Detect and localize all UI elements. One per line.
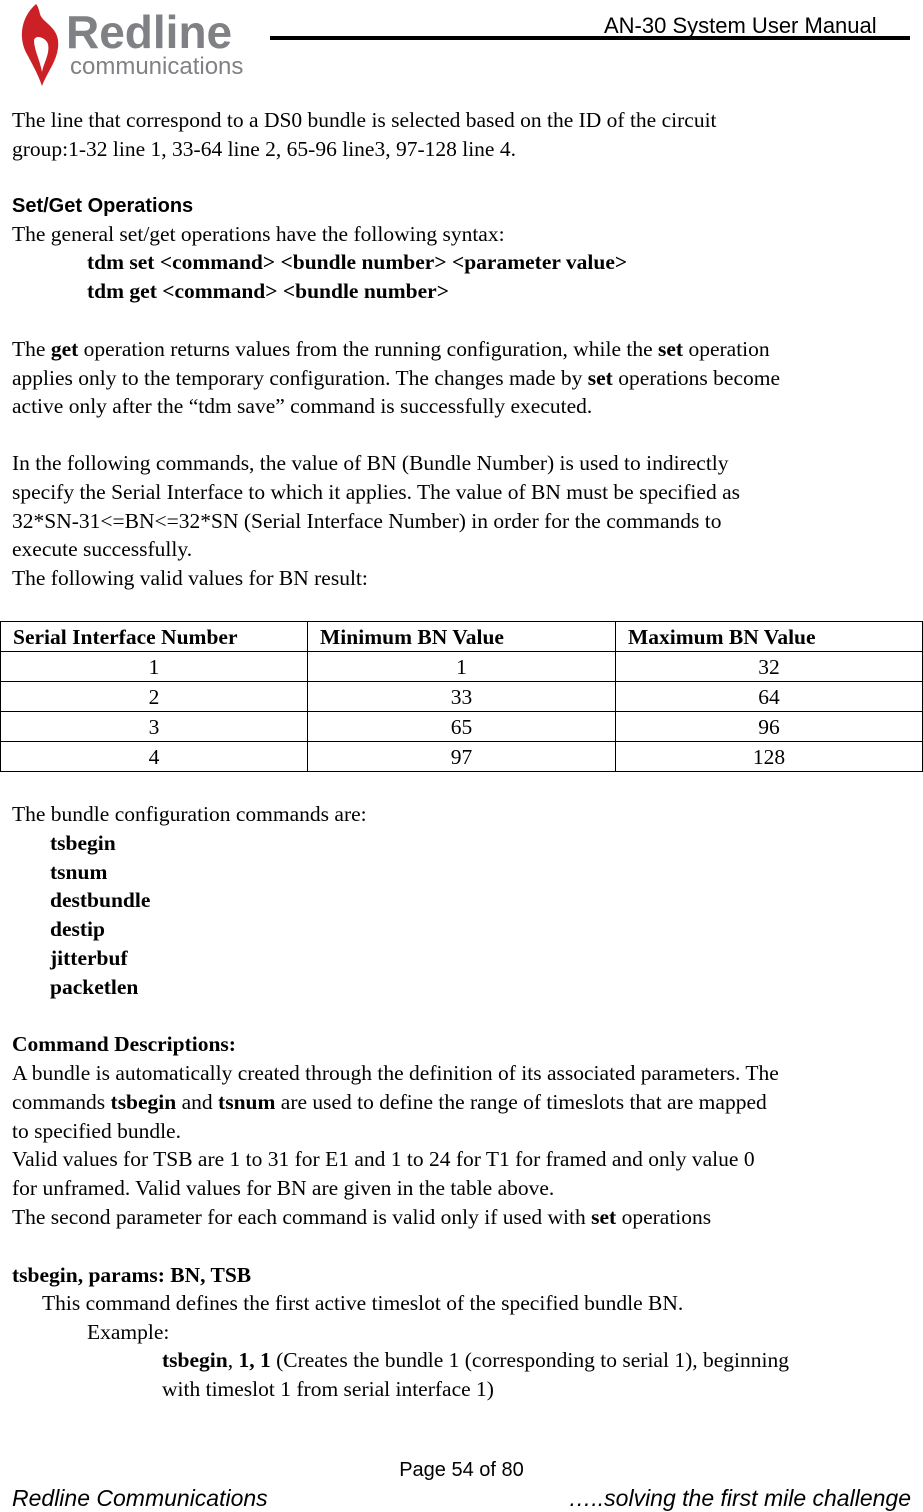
command-item: destbundle — [50, 888, 151, 912]
table-row — [1, 652, 923, 682]
table-cell: 64 — [616, 682, 923, 712]
bn-para-line-3: 32*SN-31<=BN<=32*SN (Serial Interface Number) in order for the commands to — [12, 509, 722, 533]
commands-intro: The bundle configuration commands are: — [12, 802, 367, 826]
table-cell: 33 — [308, 682, 616, 712]
command-item: packetlen — [50, 975, 139, 999]
command-item: tsnum — [50, 860, 108, 884]
table-cell: 65 — [308, 712, 616, 742]
table-cell: 1 — [1, 652, 308, 682]
table-row — [1, 712, 923, 742]
intro-line-1: The line that correspond to a DS0 bundle is selected based on the ID of the circuit — [12, 108, 717, 132]
table-cell: 2 — [1, 682, 308, 712]
descriptions-line-1: A bundle is automatically created through the definition of its associated parameters. The — [12, 1061, 779, 1085]
setget-heading: Set/Get Operations — [12, 195, 194, 217]
table-cell: 1 — [308, 652, 616, 682]
descriptions-line-4: Valid values for TSB are 1 to 31 for E1 and 1 to 24 for T1 for framed and only value 0 — [12, 1147, 755, 1171]
table-cell: 3 — [1, 712, 308, 742]
table-header-cell: Maximum BN Value — [616, 622, 923, 652]
descriptions-line-3: to specified bundle. — [12, 1119, 181, 1143]
bn-para-line-2: specify the Serial Interface to which it applies. The value of BN must be specified as — [12, 480, 740, 504]
descriptions-heading: Command Descriptions: — [12, 1032, 236, 1056]
table-cell: 4 — [1, 742, 308, 772]
setget-para-line-1: The get operation returns values from the running configuration, while the set operation — [12, 337, 770, 361]
intro-line-2: group:1-32 line 1, 33-64 line 2, 65-96 line3, 97-128 line 4. — [12, 137, 516, 161]
table-row — [1, 742, 923, 772]
tsbegin-heading: tsbegin, params: BN, TSB — [12, 1263, 252, 1287]
bn-para-line-4: execute successfully. — [12, 537, 193, 561]
descriptions-line-2: commands tsbegin and tsnum are used to define the range of timeslots that are mapped — [12, 1090, 767, 1114]
page-number: Page 54 of 80 — [399, 1459, 524, 1481]
table-cell: 97 — [308, 742, 616, 772]
setget-intro: The general set/get operations have the following syntax: — [12, 222, 505, 246]
footer-slogan: …..solving the first mile challenge — [568, 1485, 911, 1511]
table-header-cell: Serial Interface Number — [1, 622, 308, 652]
bn-para-line-5: The following valid values for BN result: — [12, 566, 368, 590]
table-cell: 128 — [616, 742, 923, 772]
bn-values-table — [0, 621, 923, 772]
table-row — [1, 682, 923, 712]
tsbegin-example-line-2: with timeslot 1 from serial interface 1) — [162, 1377, 494, 1401]
logo-sub-text: communications — [70, 53, 244, 80]
table-cell: 32 — [616, 652, 923, 682]
command-item: destip — [50, 917, 105, 941]
table-header-row — [1, 622, 923, 652]
tsbegin-example-line-1: tsbegin, 1, 1 (Creates the bundle 1 (corresponding to serial 1), beginning — [162, 1348, 789, 1372]
tsbegin-desc: This command defines the first active timeslot of the specified bundle BN. — [42, 1291, 684, 1315]
descriptions-line-5: for unframed. Valid values for BN are given in the table above. — [12, 1176, 555, 1200]
setget-para-line-3: active only after the “tdm save” command is successfully executed. — [12, 394, 593, 418]
tsbegin-example-label: Example: — [87, 1320, 170, 1344]
manual-title: AN-30 System User Manual — [604, 13, 877, 38]
command-item: jitterbuf — [50, 946, 128, 970]
syntax-set: tdm set <command> <bundle number> <parameter value> — [87, 250, 628, 274]
table-header-cell: Minimum BN Value — [308, 622, 616, 652]
redline-logo — [12, 0, 274, 88]
descriptions-line-6: The second parameter for each command is valid only if used with set operations — [12, 1205, 712, 1229]
bn-para-line-1: In the following commands, the value of BN (Bundle Number) is used to indirectly — [12, 451, 729, 475]
command-item: tsbegin — [50, 831, 116, 855]
setget-para-line-2: applies only to the temporary configuration. The changes made by set operations become — [12, 366, 781, 390]
logo-brand-text: Redline — [66, 6, 233, 58]
footer-company: Redline Communications — [12, 1485, 268, 1511]
syntax-get: tdm get <command> <bundle number> — [87, 279, 449, 303]
table-cell: 96 — [616, 712, 923, 742]
